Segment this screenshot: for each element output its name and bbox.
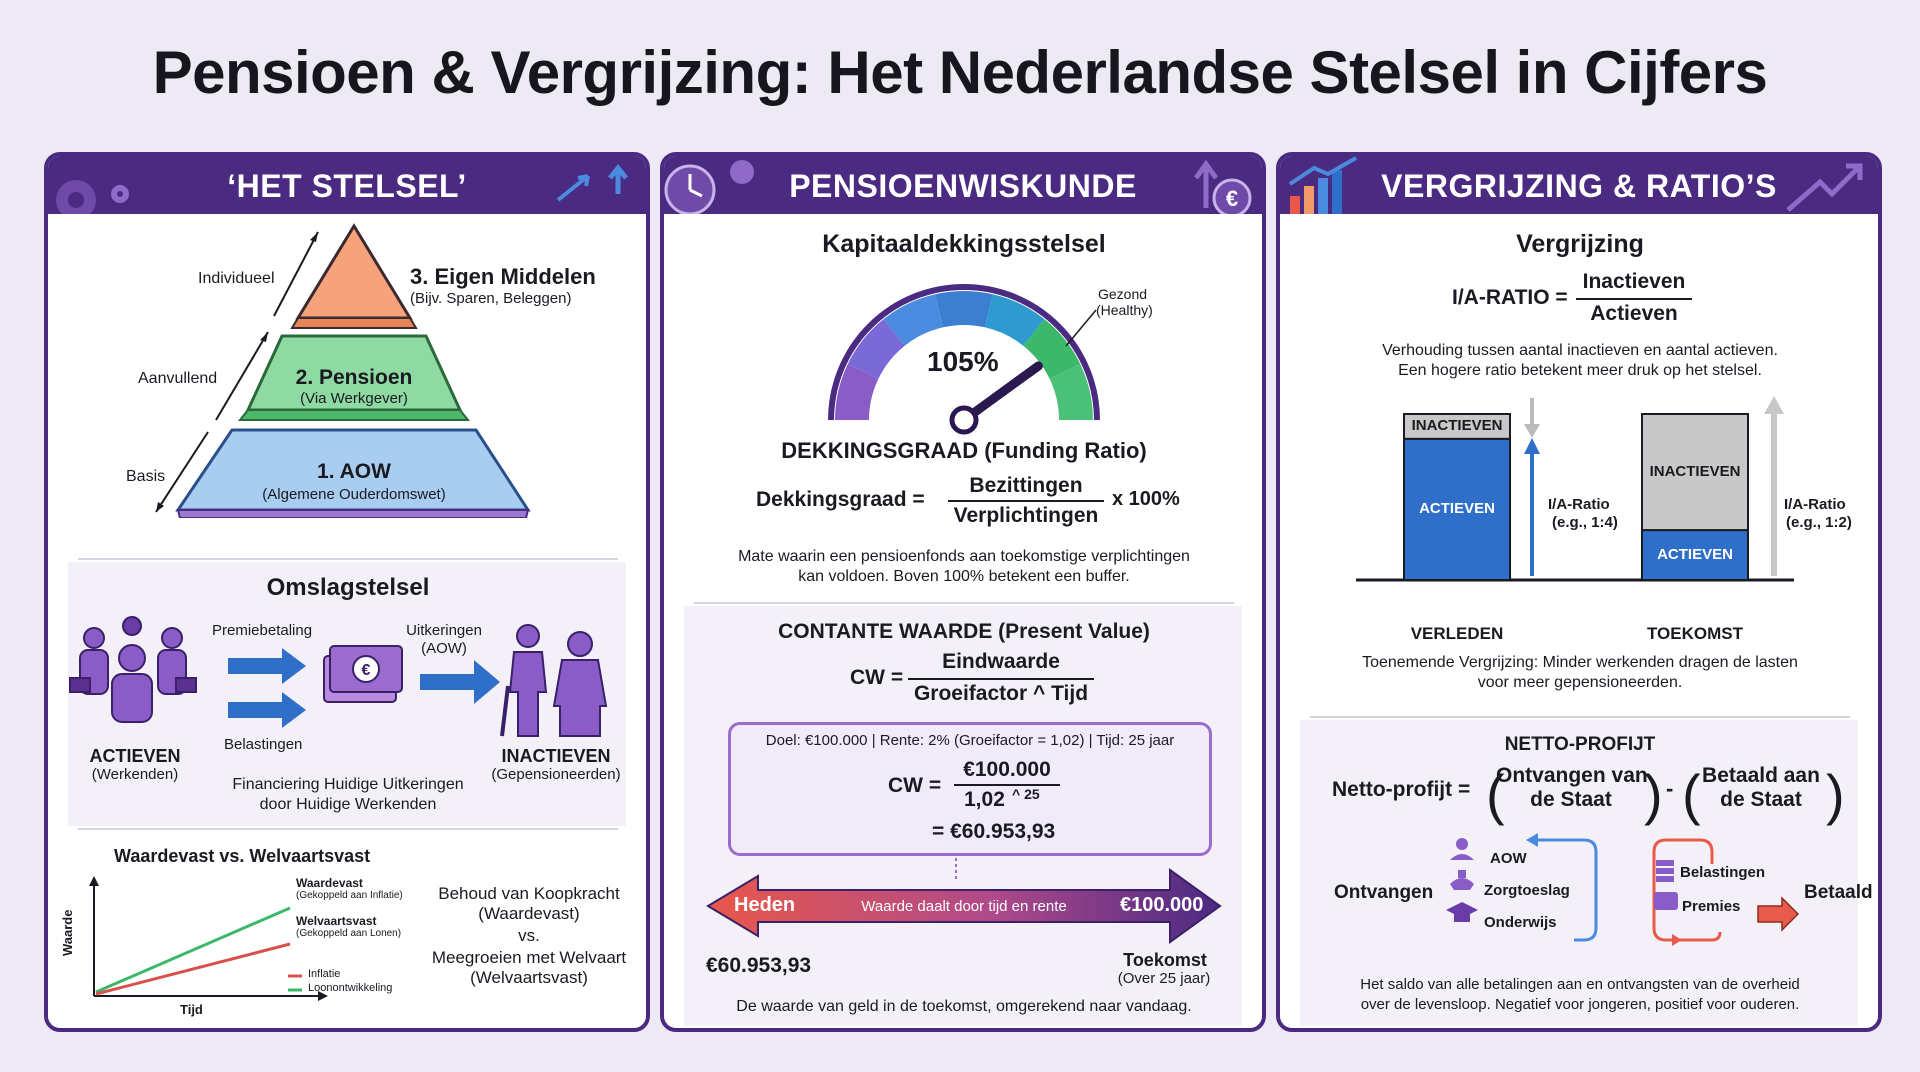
- ratio-num: Inactieven: [1582, 270, 1686, 293]
- cw-box-header: Doel: €100.000 | Rente: 2% (Groeifactor = 1,02) | Tijd: 25 jaar: [765, 732, 1175, 749]
- page-title: Pensioen & Vergrijzing: Het Nederlandse Stelsel in Cijfers: [152, 39, 1768, 106]
- netto-caption-1: Het saldo van alle betalingen aan en ontvangsten van de overheid: [1360, 976, 1800, 993]
- item-premies: Premies: [1682, 898, 1741, 915]
- label-inactieven: INACTIEVEN: [501, 746, 611, 766]
- svg-text:€: €: [1225, 186, 1239, 211]
- ratio-past: (e.g., 1:4): [1552, 514, 1618, 531]
- panel-vergrijzing: VERGRIJZING & RATIO’S Vergrijzing I/A-RATIO = Inactieven Actieven Verhouding tussen aantal inactieven en aantal actieven. Een hogere ratio betekent meer druk op het stelsel. INACTIEVEN ACTIEVEN INACTIEVEN ACTIEVEN I/A-Ratio (e.g., 1:4) I/A-Ratio (e.g., 1:2) VERLEDEN TOEKOMST Toenemende Vergrijzing: Minder werkenden dragen de lasten voor meer gepensioneerden. NETTO-PROFIJT Netto-profijt = ( Ontvangen van de Staat ) - ( Betaald aan de Staat ) Ontvangen AOW Zorgtoeslag Onderwijs Belastingen Premies Betaald Het saldo van alle betalingen aan en ontvangsten van de overheid over de levensloop. Negatief voor jongeren, positief voor ouderen.: [1276, 152, 1882, 1032]
- panel-header: [48, 156, 646, 214]
- netto-caption-2: over de levensloop. Negatief voor jongeren, positief voor ouderen.: [1360, 996, 1800, 1013]
- ratio-future: (e.g., 1:2): [1786, 514, 1852, 531]
- gauge-healthy: (Healthy): [1096, 302, 1153, 318]
- tier3-title: 3. Eigen Middelen: [410, 264, 596, 289]
- label-past-actieven: ACTIEVEN: [1419, 500, 1495, 518]
- trend-up-icon: [1780, 156, 1870, 214]
- workers-icon: [70, 617, 196, 722]
- dekking-desc-2: kan voldoen. Boven 100% betekent een buffer.: [798, 568, 1130, 585]
- gauge-segment: [1065, 371, 1076, 420]
- waarde-text-1: Behoud van Koopkracht: [438, 884, 620, 903]
- label-werkenden: (Werkenden): [91, 766, 179, 783]
- tier1-title: 1. AOW: [317, 460, 391, 483]
- money-icon: [324, 646, 402, 702]
- panel-title: ‘HET STELSEL’: [227, 168, 467, 204]
- gauge-segment: [894, 311, 939, 333]
- gauge-segment: [863, 332, 894, 371]
- aow-icon: [1450, 838, 1474, 860]
- panel-header: [1280, 156, 1878, 214]
- gauge-segment: [989, 311, 1034, 333]
- ratio-lhs: I/A-RATIO =: [1452, 286, 1568, 309]
- label-verleden: VERLEDEN: [1410, 624, 1504, 643]
- label-aanvullend: Aanvullend: [138, 370, 218, 387]
- cw-denominator: Groeifactor ^ Tijd: [913, 682, 1089, 705]
- trend-arrows-icon: [538, 156, 638, 214]
- waarde-title: Waardevast vs. Welvaartsvast: [114, 846, 371, 866]
- gauge-value: 105%: [927, 346, 999, 377]
- label-premiebetaling: Premiebetaling: [212, 622, 313, 639]
- omslag-caption-2: door Huidige Werkenden: [259, 796, 437, 813]
- tier2-sub: (Via Werkgever): [300, 390, 408, 407]
- netto-term2-a: Betaald aan: [1702, 764, 1820, 787]
- legend-inflatie: Inflatie: [308, 968, 341, 980]
- panel-header: [664, 156, 1262, 214]
- cw-box-lhs: CW =: [888, 774, 942, 797]
- dekking-desc-1: Mate waarin een pensioenfonds aan toekomstige verplichtingen: [738, 548, 1190, 565]
- gauge-gezond: Gezond: [1098, 286, 1148, 302]
- label-aow: (AOW): [421, 640, 467, 657]
- verg-desc-1: Verhouding tussen aantal inactieven en aantal actieven.: [1382, 342, 1778, 359]
- euro-growth-icon: [1166, 156, 1256, 214]
- item-aow: AOW: [1490, 850, 1527, 867]
- item-zorgtoeslag: Zorgtoeslag: [1484, 882, 1570, 899]
- label-belastingen: Belastingen: [224, 736, 303, 753]
- panel-title: PENSIOENWISKUNDE: [789, 168, 1137, 204]
- verg-title: Vergrijzing: [1516, 230, 1644, 258]
- present-value: €60.953,93: [706, 954, 812, 977]
- ratio-label-past: I/A-Ratio: [1548, 496, 1610, 513]
- omslag-caption-1: Financiering Huidige Uitkeringen: [232, 776, 464, 793]
- label-betaald: Betaald: [1804, 882, 1873, 903]
- netto-title: NETTO-PROFIJT: [1504, 734, 1656, 755]
- elderly-icon: [502, 625, 606, 736]
- verg-caption-1: Toenemende Vergrijzing: Minder werkenden dragen de lasten: [1362, 654, 1798, 671]
- dekking-rhs: x 100%: [1112, 488, 1180, 510]
- label-future-actieven: ACTIEVEN: [1657, 546, 1733, 564]
- gauge-segment: [939, 308, 989, 311]
- label-basis: Basis: [126, 468, 166, 485]
- wallet-icon: [1654, 892, 1678, 910]
- belastingen-icon: [1656, 860, 1674, 882]
- legend-welvaartsvast: Welvaartsvast: [296, 914, 377, 928]
- panel-het-stelsel: [44, 152, 650, 1032]
- verg-caption-2: voor meer gepensioneerden.: [1477, 674, 1683, 691]
- label-over-25-jaar: (Over 25 jaar): [1117, 970, 1211, 987]
- label-gepensioneerden: (Gepensioneerden): [491, 766, 621, 783]
- arrow-heden: Heden: [734, 894, 796, 916]
- dekking-denominator: Verplichtingen: [953, 504, 1099, 527]
- ratio-den: Actieven: [1590, 302, 1678, 325]
- panel-pensioenwiskunde: [660, 152, 1266, 1032]
- cw-title: CONTANTE WAARDE (Present Value): [778, 620, 1150, 643]
- netto-term1-b: de Staat: [1530, 788, 1612, 811]
- ratio-label-future: I/A-Ratio: [1784, 496, 1846, 513]
- waarde-ylabel: Waarde: [60, 909, 75, 956]
- dekking-title: DEKKINGSGRAAD (Funding Ratio): [781, 438, 1147, 463]
- waarde-xlabel: Tijd: [180, 1002, 203, 1017]
- label-ontvangen: Ontvangen: [1334, 882, 1434, 903]
- label-individueel: Individueel: [198, 270, 275, 287]
- cw-box-den: 1,02: [964, 788, 1005, 811]
- dekking-numerator: Bezittingen: [969, 474, 1083, 497]
- tier3-sub: (Bijv. Sparen, Beleggen): [410, 290, 572, 307]
- item-belastingen: Belastingen: [1680, 864, 1766, 881]
- cw-box-result: = €60.953,93: [932, 820, 1056, 843]
- cw-box-num: €100.000: [963, 758, 1051, 781]
- cw-caption: De waarde van geld in de toekomst, omgerekend naar vandaag.: [736, 998, 1192, 1015]
- legend-loonontwikkeling: Loonontwikkeling: [308, 982, 393, 994]
- label-future-inactieven: INACTIEVEN: [1649, 463, 1741, 481]
- label-uitkeringen: Uitkeringen: [406, 622, 482, 639]
- cw-numerator: Eindwaarde: [942, 650, 1060, 673]
- dekking-lhs: Dekkingsgraad =: [756, 488, 925, 511]
- gauge-segment: [852, 371, 863, 420]
- label-toekomst: Toekomst: [1123, 950, 1207, 970]
- panel-title: VERGRIJZING & RATIO’S: [1381, 168, 1777, 204]
- waarde-text-5: (Welvaartsvast): [470, 968, 588, 987]
- label-toekomst: TOEKOMST: [1646, 624, 1744, 643]
- legend-waardevast-sub: (Gekoppeld aan Inflatie): [296, 890, 403, 901]
- tier1-sub: (Algemene Ouderdomswet): [262, 486, 446, 503]
- item-onderwijs: Onderwijs: [1484, 914, 1557, 931]
- netto-minus: -: [1666, 776, 1674, 801]
- onderwijs-icon: [1446, 902, 1478, 922]
- omslag-diagram: [68, 616, 628, 756]
- netto-lhs: Netto-profijt =: [1332, 778, 1471, 801]
- arrow-future-value: €100.000: [1120, 894, 1204, 916]
- waarde-text-2: (Waardevast): [478, 904, 580, 923]
- ratio-bars: [1280, 390, 1880, 590]
- waarde-text-4: Meegroeien met Welvaart: [431, 948, 627, 967]
- label-actieven: ACTIEVEN: [89, 746, 181, 766]
- arrow-mid: Waarde daalt door tijd en rente: [861, 898, 1067, 915]
- zorg-icon: [1450, 870, 1474, 890]
- waarde-text-3: vs.: [518, 926, 540, 945]
- netto-term1-a: Ontvangen van: [1496, 764, 1648, 787]
- cw-box-exp: ^ 25: [1012, 786, 1040, 802]
- omslag-title: Omslagstelsel: [266, 574, 430, 601]
- legend-welvaartsvast-sub: (Gekoppeld aan Lonen): [296, 928, 402, 939]
- label-past-inactieven: INACTIEVEN: [1411, 417, 1503, 435]
- legend-waardevast: Waardevast: [296, 876, 363, 890]
- tier2-title: 2. Pensioen: [295, 366, 413, 389]
- svg-text:€: €: [361, 662, 371, 679]
- kap-title: Kapitaaldekkingsstelsel: [822, 230, 1106, 258]
- netto-term2-b: de Staat: [1720, 788, 1802, 811]
- verg-desc-2: Een hogere ratio betekent meer druk op het stelsel.: [1398, 362, 1762, 379]
- cw-lhs: CW =: [850, 666, 904, 689]
